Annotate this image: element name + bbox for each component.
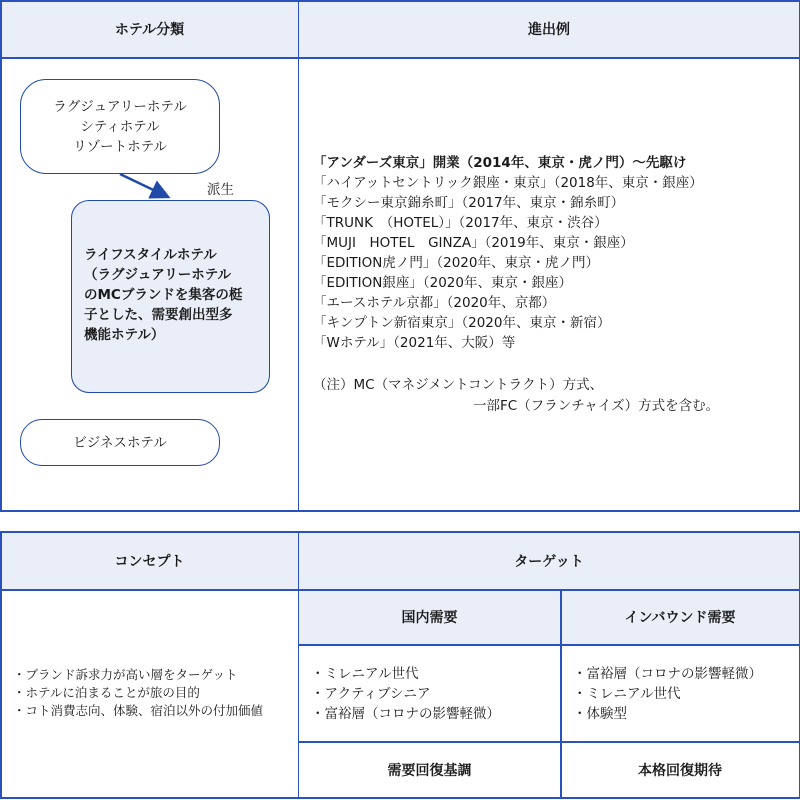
bottom-border-bottom [0, 797, 800, 799]
pill-luxury-city-resort [20, 79, 220, 174]
header-inbound [561, 590, 799, 644]
example-andaz: 「アンダーズ東京」開業（2014年、東京・虎ノ門）〜先駆け [313, 155, 687, 171]
pill-city-line: シティホテル [80, 118, 160, 135]
inbound-status [561, 743, 799, 797]
example-item: 「MUJI HOTEL GINZA」（2019年、東京・銀座） [313, 235, 634, 251]
example-item: 「EDITION銀座」（2020年、東京・銀座） [313, 275, 572, 291]
note-line-2: 一部FC（フランチャイズ）方式を含む。 [473, 398, 720, 414]
header-domestic [299, 590, 560, 644]
domestic-item: ・アクティブシニア [311, 686, 431, 702]
top-border-header [0, 57, 800, 59]
lifestyle-line-5: 機能ホテル） [84, 327, 165, 343]
pill-business-hotel [20, 419, 220, 466]
header-domestic-label: 国内需要 [401, 610, 458, 626]
header-examples-label: 進出例 [528, 22, 570, 38]
concept-list [13, 666, 263, 720]
header-concept [1, 532, 298, 589]
bottom-border-left [0, 531, 2, 799]
header-target [299, 532, 799, 589]
lifestyle-line-4: 子とした、需要創出型多 [84, 307, 233, 323]
lifestyle-line-1: ライフスタイルホテル [84, 247, 217, 263]
pill-business-label: ビジネスホテル [73, 434, 167, 451]
concept-item: ・ホテルに泊まることが旅の目的 [13, 685, 200, 700]
example-item: 「TRUNK （HOTEL）」（2017年、東京・渋谷） [313, 215, 608, 231]
top-border-bottom [0, 510, 800, 512]
note-line-1: （注）MC（マネジメントコントラクト）方式、 [313, 377, 604, 393]
inbound-item: ・体験型 [573, 706, 627, 722]
example-item: 「EDITION虎ノ門」（2020年、東京・虎ノ門） [313, 255, 599, 271]
example-item: 「キンプトン新宿東京」（2020年、東京・新宿） [313, 315, 611, 331]
bottom-border-top [0, 531, 800, 533]
pill-luxury-line: ラグジュアリーホテル [53, 98, 187, 115]
example-item: 「エースホテル京都」（2020年、京都） [313, 295, 556, 311]
domestic-item: ・富裕層（コロナの影響軽微） [311, 706, 500, 722]
header-inbound-label: インバウンド需要 [624, 610, 736, 626]
top-divider-vertical [298, 0, 300, 512]
inbound-item: ・富裕層（コロナの影響軽微） [573, 666, 762, 682]
derived-label: 派生 [207, 182, 234, 198]
lifestyle-line-2: （ラグジュアリーホテル [84, 267, 232, 283]
header-concept-label: コンセプト [114, 553, 185, 570]
inbound-list [573, 664, 762, 724]
bottom-border-subheader [298, 644, 800, 646]
top-border-top [0, 0, 800, 2]
header-hotel-category [1, 1, 298, 57]
header-target-label: ターゲット [514, 553, 584, 570]
example-item: 「モクシー東京錦糸町」（2017年、東京・錦糸町） [313, 195, 625, 211]
domestic-list [311, 664, 500, 724]
top-border-left [0, 0, 2, 512]
lifestyle-hotel-box [71, 200, 270, 393]
domestic-status [299, 743, 560, 797]
header-hotel-category-label: ホテル分類 [114, 22, 185, 38]
lifestyle-line-3: のMCブランドを集客の梃 [84, 287, 243, 303]
concept-item: ・コト消費志向、体験、宿泊以外の付加価値 [13, 703, 264, 718]
pill-resort-line: リゾートホテル [73, 138, 167, 155]
domestic-item: ・ミレニアル世代 [311, 666, 419, 682]
examples-list [313, 153, 793, 353]
inbound-item: ・ミレニアル世代 [573, 686, 681, 702]
example-item: 「ハイアットセントリック銀座・東京」（2018年、東京・銀座） [313, 175, 703, 191]
header-examples [299, 1, 799, 57]
example-item: 「Wホテル」（2021年、大阪）等 [313, 335, 516, 351]
bottom-border-header [0, 589, 800, 591]
concept-item: ・ブランド訴求力が高い層をターゲット [13, 667, 238, 682]
domestic-status-label: 需要回復基調 [387, 763, 472, 779]
inbound-status-label: 本格回復期待 [638, 763, 722, 779]
